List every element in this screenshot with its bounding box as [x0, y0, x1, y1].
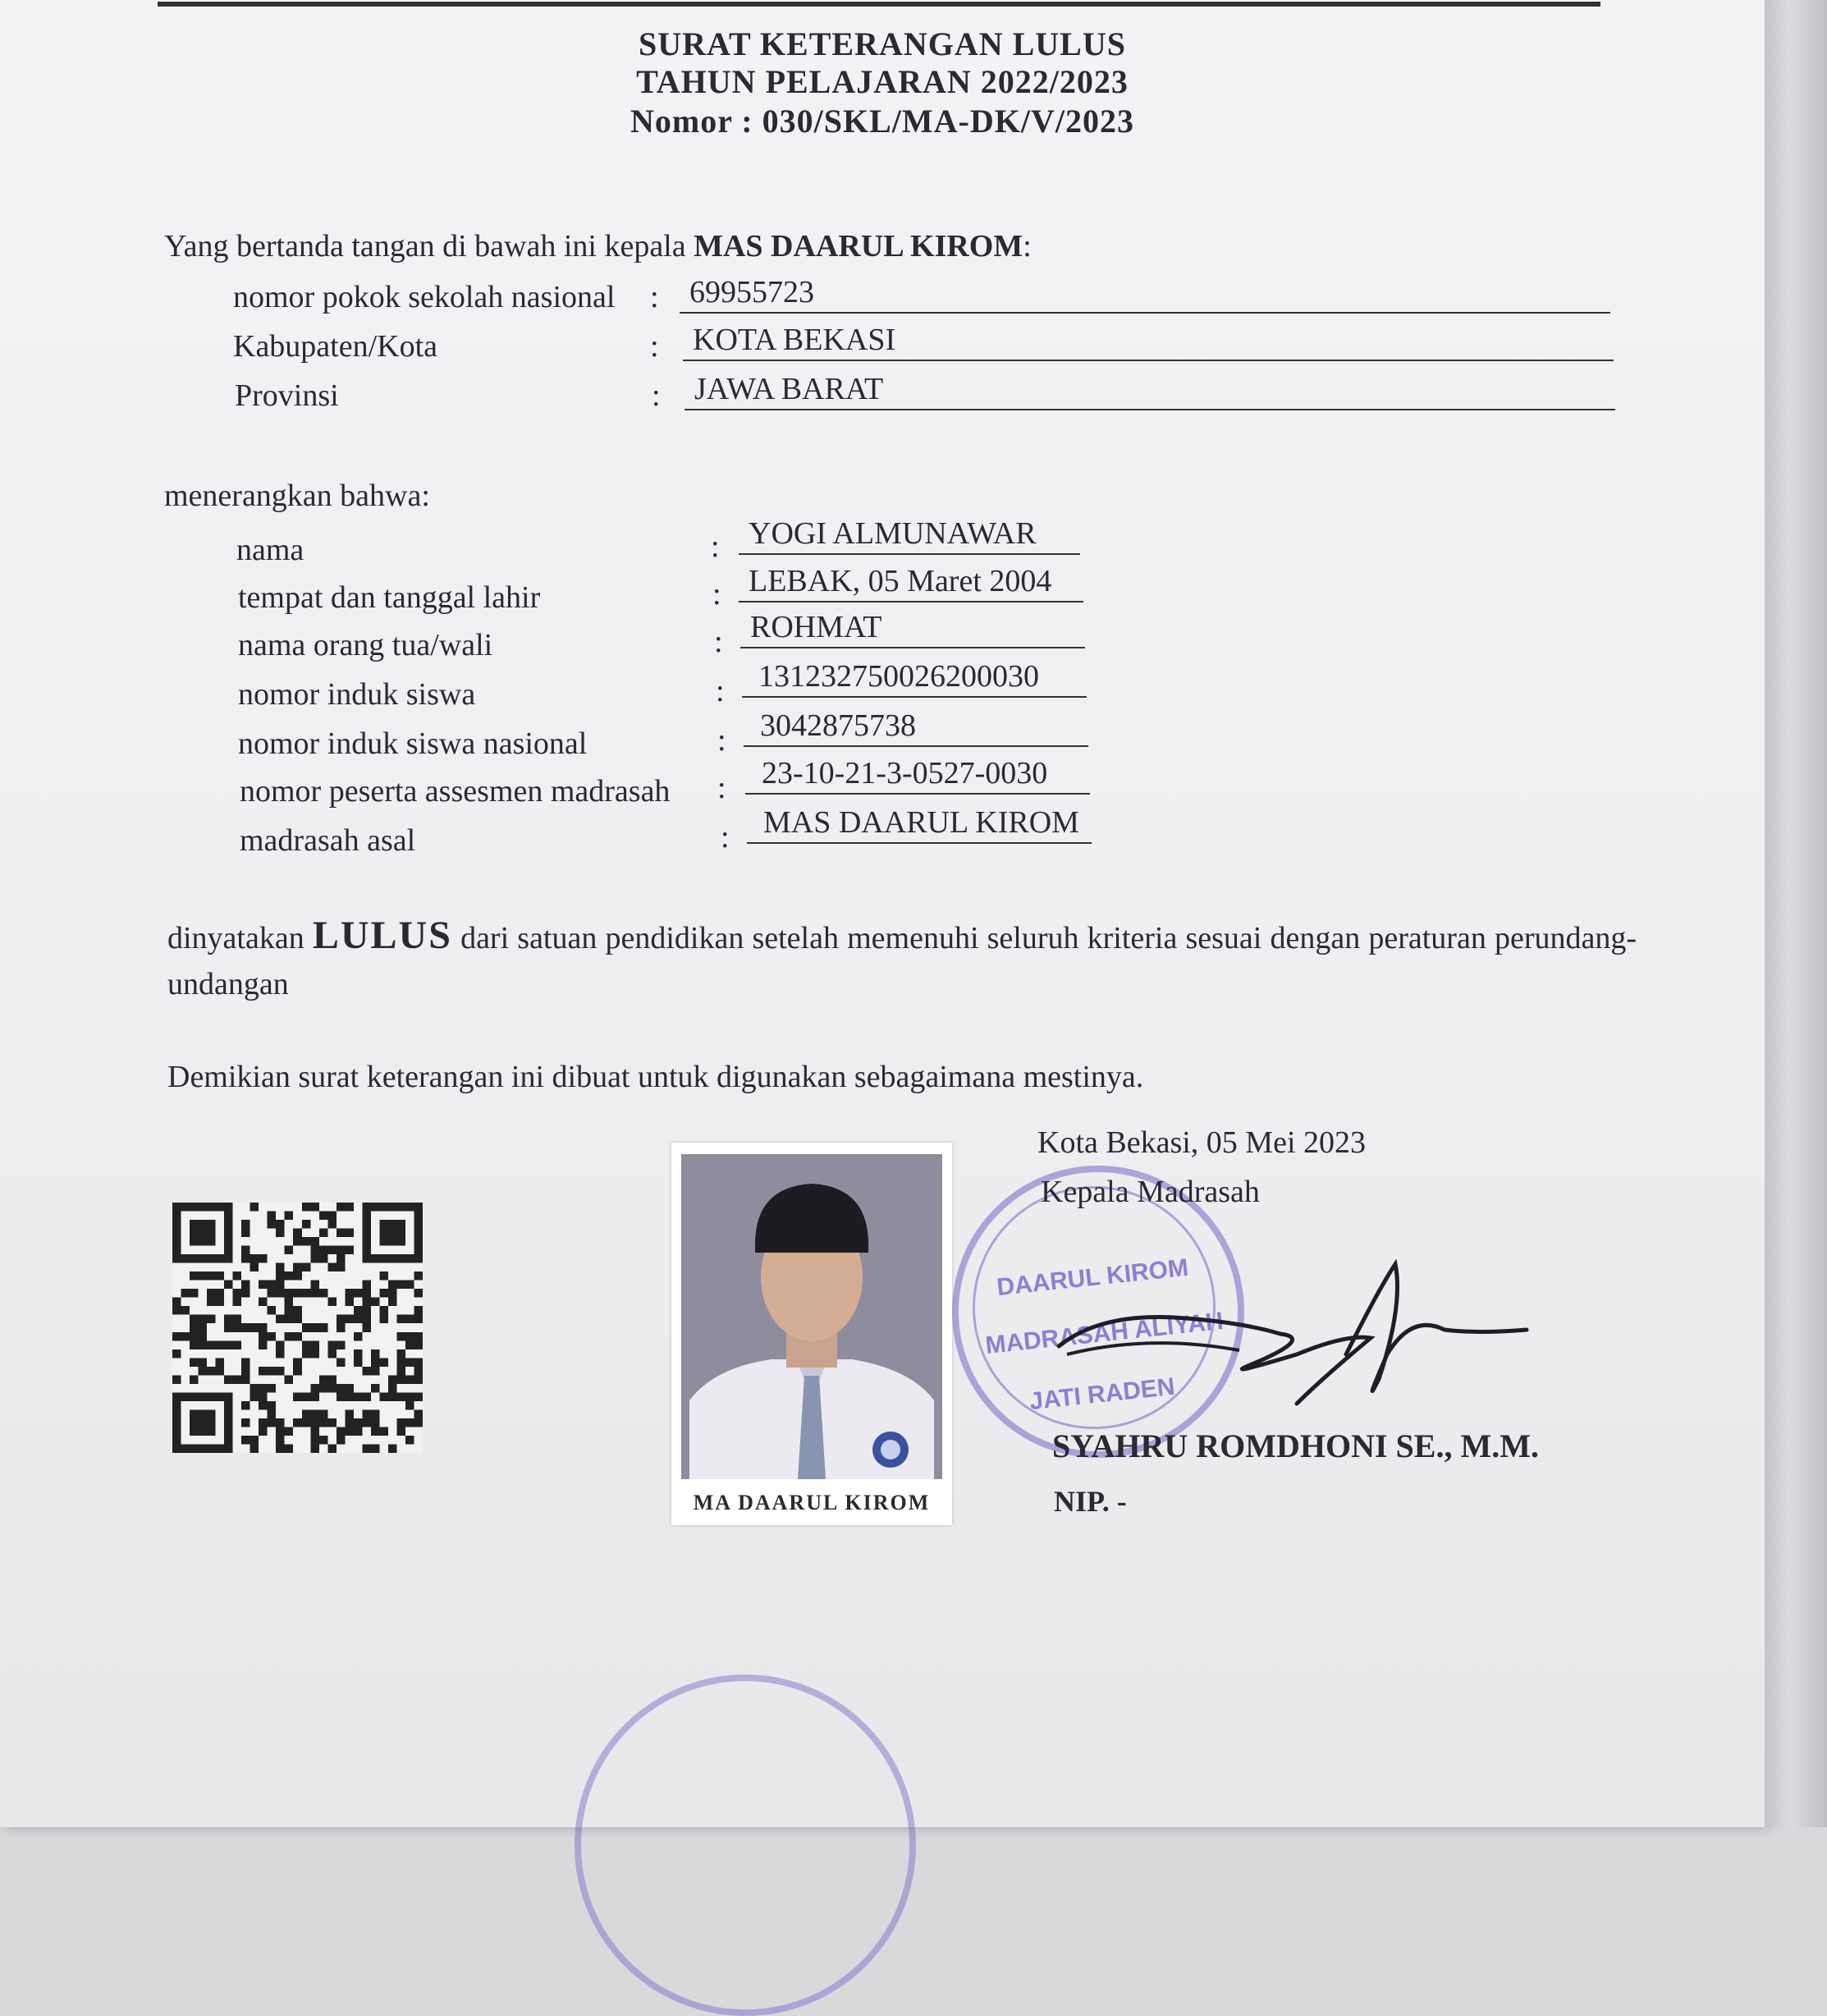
- school-info-label: nomor pokok sekolah nasional: [233, 280, 616, 314]
- student-info-value: LEBAK, 05 Maret 2004: [739, 563, 1083, 603]
- status-lulus: LULUS: [312, 914, 452, 957]
- colon: :: [712, 577, 721, 612]
- student-photo: [671, 1143, 952, 1525]
- student-info-value: ROHMAT: [740, 609, 1085, 648]
- student-info-value: 131232750026200030: [742, 658, 1087, 698]
- intro-line: [164, 228, 1032, 264]
- academic-year: TAHUN PELAJARAN 2022/2023: [636, 63, 1129, 100]
- states-label: menerangkan bahwa:: [164, 479, 430, 513]
- colon: :: [711, 529, 720, 564]
- colon: :: [652, 378, 661, 413]
- colon: :: [721, 820, 730, 855]
- signatory-name: SYAHRU ROMDHONI SE., M.M.: [1052, 1427, 1539, 1464]
- qr-code: [172, 1203, 423, 1453]
- student-name-value: YOGI ALMUNAWAR: [739, 515, 1080, 555]
- student-info-value: 23-10-21-3-0527-0030: [745, 755, 1090, 795]
- student-info-label: nomor induk siswa: [238, 677, 476, 712]
- colon: :: [716, 674, 725, 708]
- declaration-paragraph: [167, 913, 1637, 1007]
- handwritten-signature: [1051, 1256, 1535, 1420]
- student-info-label: nama: [236, 533, 304, 567]
- signatory-nip: NIP. -: [1054, 1485, 1127, 1518]
- signature-place-date: Kota Bekasi, 05 Mei 2023: [1037, 1125, 1367, 1160]
- closing-statement: Demikian surat keterangan ini dibuat untuk digunakan sebagaimana mestinya.: [167, 1060, 1144, 1094]
- student-info-value: MAS DAARUL KIROM: [747, 804, 1092, 844]
- intro-prefix: Yang bertanda tangan di bawah ini kepala: [164, 229, 686, 263]
- bottom-stamp: [575, 1675, 916, 2016]
- school-info-label: Kabupaten/Kota: [233, 329, 438, 364]
- stamp-text-1: DAARUL KIROM: [995, 1253, 1190, 1302]
- document-number: Nomor : 030/SKL/MA-DK/V/2023: [630, 103, 1134, 140]
- student-info-value: 3042875738: [744, 708, 1088, 747]
- top-border-line: [158, 2, 1600, 7]
- student-info-label: madrasah asal: [240, 823, 416, 858]
- student-info-label: tempat dan tanggal lahir: [238, 580, 541, 615]
- school-info-value: 69955723: [680, 274, 1610, 314]
- signature-position: Kepala Madrasah: [1041, 1175, 1260, 1209]
- school-info-value: JAWA BARAT: [685, 371, 1615, 410]
- photo-background: [681, 1154, 942, 1479]
- stamp-text-3: JATI RADEN: [1028, 1372, 1176, 1416]
- photo-caption: MA DAARUL KIROM: [693, 1491, 931, 1514]
- student-info-label: nomor induk siswa nasional: [238, 726, 588, 761]
- school-info-label: Provinsi: [235, 378, 339, 413]
- document-title: SURAT KETERANGAN LULUS: [639, 25, 1126, 62]
- colon: :: [650, 329, 659, 364]
- student-info-label: nama orang tua/wali: [238, 628, 493, 662]
- colon: :: [714, 625, 723, 659]
- school-info-value: KOTA BEKASI: [683, 322, 1614, 361]
- stamp-text-2: MADRASAH ALIYAH: [984, 1307, 1225, 1360]
- student-portrait-image: [681, 1154, 942, 1479]
- declaration-prefix: dinyatakan: [167, 921, 304, 955]
- intro-colon: :: [1023, 229, 1032, 263]
- intro-school: MAS DAARUL KIROM: [694, 229, 1023, 263]
- declaration-suffix: dari satuan pendidikan setelah memenuhi seluruh kriteria sesuai dengan peraturan perundang-undangan: [167, 921, 1637, 1001]
- student-info-label: nomor peserta assesmen madrasah: [240, 774, 671, 809]
- colon: :: [650, 280, 659, 314]
- colon: :: [717, 771, 726, 805]
- colon: :: [717, 723, 726, 758]
- page-edge: [1765, 0, 1827, 1827]
